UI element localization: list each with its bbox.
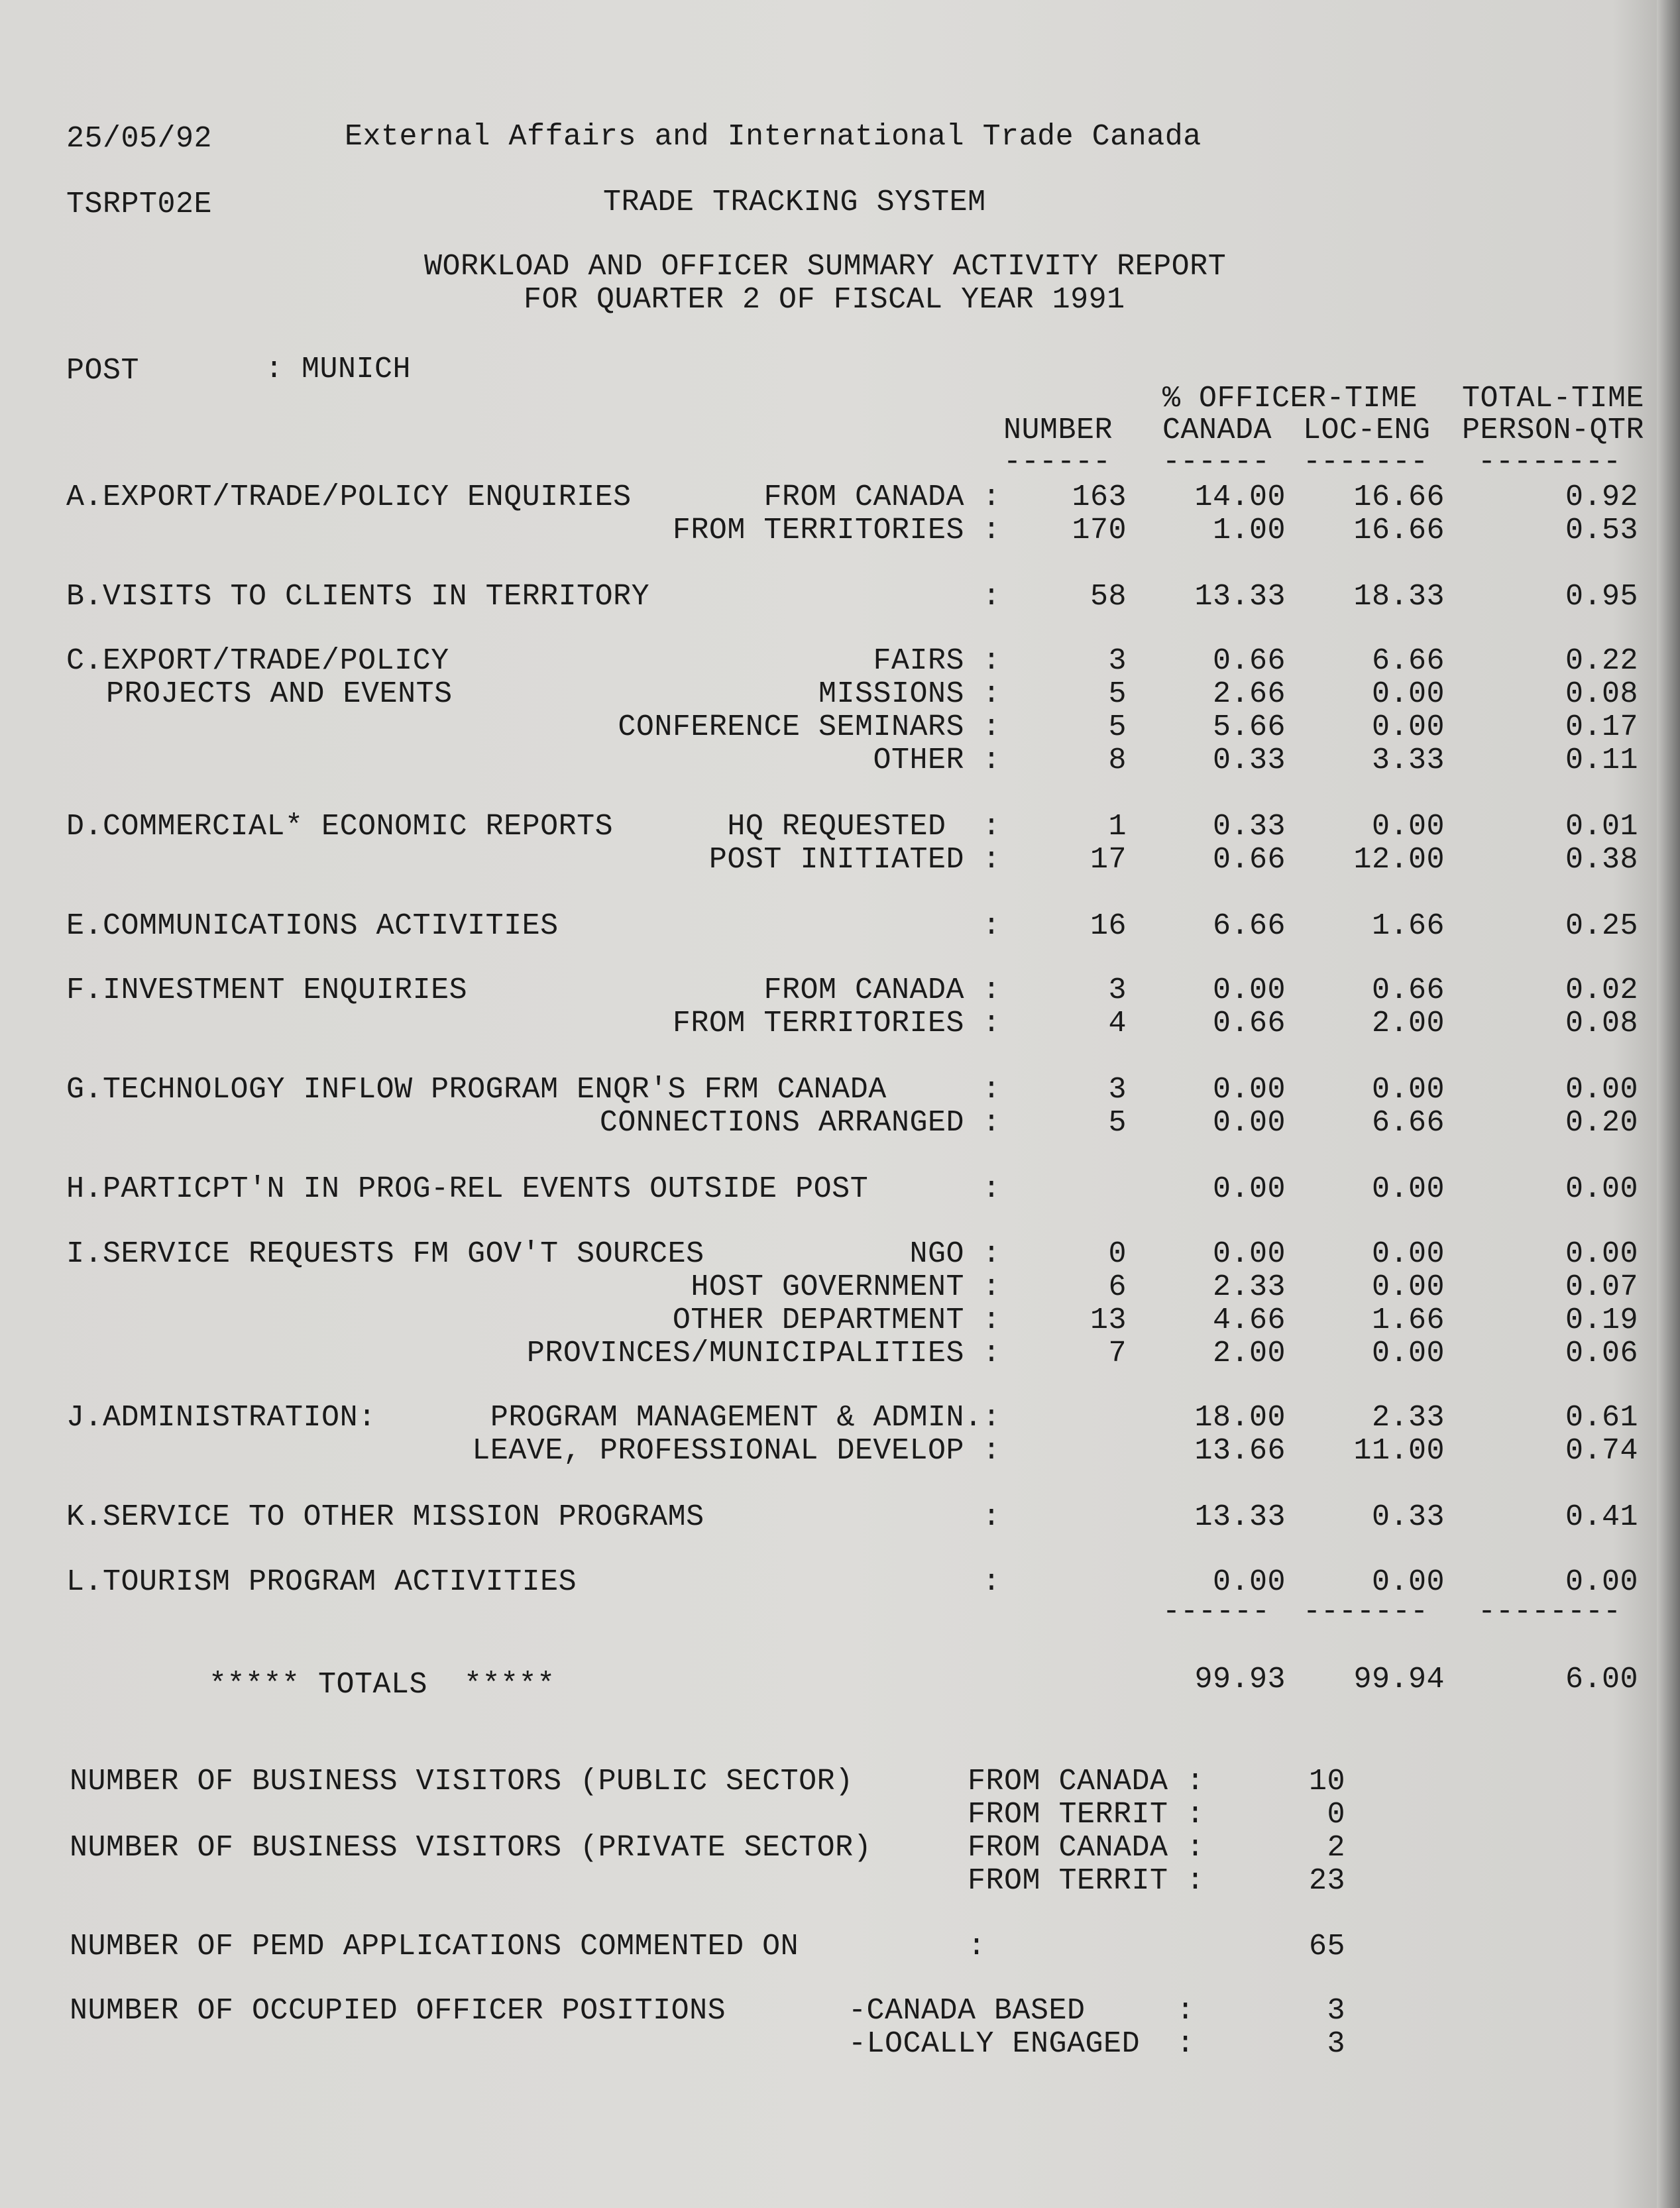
row-person-qtr: 0.95: [1565, 580, 1638, 614]
row-category: K.SERVICE TO OTHER MISSION PROGRAMS: [66, 1500, 704, 1534]
row-loc-eng-pct: 2.33: [1371, 1401, 1445, 1435]
row-category: D.COMMERCIAL* ECONOMIC REPORTS: [66, 810, 614, 844]
row-subcategory: POST INITIATED :: [708, 843, 1001, 877]
row-person-qtr: 0.53: [1565, 514, 1638, 547]
footer-label: NUMBER OF BUSINESS VISITORS (PRIVATE SECTOR): [70, 1831, 872, 1865]
row-loc-eng-pct: 12.00: [1353, 843, 1445, 877]
col-separator: ------: [1003, 445, 1111, 479]
col-number: NUMBER: [1003, 414, 1113, 447]
footer-value: 0: [1327, 1798, 1345, 1832]
page-edge-shadow: [1657, 0, 1680, 2208]
footer-label: NUMBER OF OCCUPIED OFFICER POSITIONS: [70, 1994, 726, 2028]
row-category: I.SERVICE REQUESTS FM GOV'T SOURCES: [66, 1237, 704, 1271]
row-person-qtr: 0.19: [1565, 1303, 1638, 1337]
row-canada-pct: 0.00: [1212, 973, 1286, 1007]
row-subcategory: FAIRS :: [873, 644, 1001, 678]
col-canada: CANADA: [1162, 414, 1272, 447]
col-person-qtr: PERSON-QTR: [1462, 414, 1645, 447]
row-subcategory: FROM CANADA :: [763, 973, 1001, 1007]
footer-sublabel: -CANADA BASED :: [848, 1994, 1195, 2028]
row-loc-eng-pct: 0.00: [1371, 1565, 1445, 1599]
row-loc-eng-pct: 0.00: [1371, 710, 1445, 744]
footer-value: 3: [1327, 2027, 1345, 2061]
row-category: F.INVESTMENT ENQUIRIES: [66, 973, 468, 1007]
col-separator: ------: [1162, 445, 1270, 479]
row-canada-pct: 13.66: [1194, 1434, 1286, 1468]
footer-value: 3: [1327, 1994, 1345, 2028]
row-canada-pct: 2.66: [1212, 677, 1286, 711]
footer-sublabel: -LOCALLY ENGAGED :: [848, 2027, 1195, 2061]
row-subcategory: :: [982, 1073, 1001, 1107]
row-canada-pct: 0.00: [1212, 1172, 1286, 1206]
row-subcategory: :: [982, 1172, 1001, 1206]
row-canada-pct: 13.33: [1194, 1500, 1286, 1534]
row-canada-pct: 0.66: [1212, 644, 1286, 678]
row-canada-pct: 0.33: [1212, 744, 1286, 777]
row-category: L.TOURISM PROGRAM ACTIVITIES: [66, 1565, 577, 1599]
row-loc-eng-pct: 0.66: [1371, 973, 1445, 1007]
row-canada-pct: 0.66: [1212, 843, 1286, 877]
totals-separator: --------: [1478, 1595, 1622, 1629]
post-value: : MUNICH: [265, 353, 412, 386]
row-person-qtr: 0.11: [1565, 744, 1638, 777]
row-canada-pct: 2.00: [1212, 1337, 1286, 1370]
row-person-qtr: 0.38: [1565, 843, 1638, 877]
row-loc-eng-pct: 0.00: [1371, 1172, 1445, 1206]
row-category: B.VISITS TO CLIENTS IN TERRITORY: [66, 580, 650, 614]
footer-sublabel: FROM TERRIT :: [968, 1798, 1205, 1832]
row-canada-pct: 6.66: [1212, 909, 1286, 943]
col-loc-eng: LOC-ENG: [1303, 414, 1431, 447]
footer-sublabel: FROM CANADA :: [968, 1765, 1205, 1798]
report-subtitle: FOR QUARTER 2 OF FISCAL YEAR 1991: [524, 283, 1125, 317]
row-loc-eng-pct: 0.33: [1371, 1500, 1445, 1534]
row-loc-eng-pct: 16.66: [1353, 514, 1445, 547]
row-subcategory: HQ REQUESTED :: [727, 810, 1001, 844]
row-person-qtr: 0.06: [1565, 1337, 1638, 1370]
row-person-qtr: 0.22: [1565, 644, 1638, 678]
row-category: E.COMMUNICATIONS ACTIVITIES: [66, 909, 559, 943]
row-subcategory: CONFERENCE SEMINARS :: [618, 710, 1001, 744]
row-loc-eng-pct: 0.00: [1371, 677, 1445, 711]
row-canada-pct: 13.33: [1194, 580, 1286, 614]
col-separator: --------: [1478, 445, 1622, 479]
row-person-qtr: 0.00: [1565, 1073, 1638, 1107]
row-loc-eng-pct: 18.33: [1353, 580, 1445, 614]
row-canada-pct: 0.00: [1212, 1106, 1286, 1140]
row-subcategory: FROM CANADA :: [763, 480, 1001, 514]
footer-sublabel: FROM TERRIT :: [968, 1864, 1205, 1898]
totals-person-qtr: 6.00: [1565, 1663, 1638, 1696]
report-title: WORKLOAD AND OFFICER SUMMARY ACTIVITY REPORT: [424, 250, 1227, 284]
footer-value: 10: [1308, 1765, 1345, 1798]
row-person-qtr: 0.08: [1565, 677, 1638, 711]
footer-label: NUMBER OF BUSINESS VISITORS (PUBLIC SECTOR): [70, 1765, 854, 1798]
row-loc-eng-pct: 0.00: [1371, 1270, 1445, 1304]
totals-canada: 99.93: [1194, 1663, 1286, 1696]
row-loc-eng-pct: 1.66: [1371, 1303, 1445, 1337]
row-loc-eng-pct: 0.00: [1371, 810, 1445, 844]
row-subcategory: OTHER :: [873, 744, 1001, 777]
row-number: 8: [1108, 744, 1127, 777]
row-canada-pct: 0.00: [1212, 1565, 1286, 1599]
row-loc-eng-pct: 2.00: [1371, 1007, 1445, 1040]
row-canada-pct: 5.66: [1212, 710, 1286, 744]
row-number: 5: [1108, 710, 1127, 744]
totals-loc-eng: 99.94: [1353, 1663, 1445, 1696]
row-loc-eng-pct: 1.66: [1371, 909, 1445, 943]
row-loc-eng-pct: 0.00: [1371, 1073, 1445, 1107]
row-person-qtr: 0.07: [1565, 1270, 1638, 1304]
row-number: 170: [1072, 514, 1127, 547]
row-canada-pct: 1.00: [1212, 514, 1286, 547]
row-subcategory: LEAVE, PROFESSIONAL DEVELOP :: [472, 1434, 1001, 1468]
row-loc-eng-pct: 6.66: [1371, 644, 1445, 678]
row-loc-eng-pct: 0.00: [1371, 1237, 1445, 1271]
row-number: 7: [1108, 1337, 1127, 1370]
row-person-qtr: 0.74: [1565, 1434, 1638, 1468]
row-number: 16: [1090, 909, 1127, 943]
row-subcategory: :: [982, 909, 1001, 943]
row-subcategory: PROVINCES/MUNICIPALITIES :: [526, 1337, 1001, 1370]
row-person-qtr: 0.17: [1565, 710, 1638, 744]
row-subcategory: :: [982, 1500, 1001, 1534]
report-id: TSRPT02E: [66, 188, 213, 221]
row-person-qtr: 0.01: [1565, 810, 1638, 844]
row-subcategory: MISSIONS :: [818, 677, 1001, 711]
report-date: 25/05/92: [66, 122, 213, 156]
row-number: 4: [1108, 1007, 1127, 1040]
col-separator: -------: [1303, 445, 1429, 479]
totals-separator: -------: [1303, 1595, 1429, 1629]
row-category: H.PARTICPT'N IN PROG-REL EVENTS OUTSIDE POST: [66, 1172, 869, 1206]
row-loc-eng-pct: 16.66: [1353, 480, 1445, 514]
row-person-qtr: 0.02: [1565, 973, 1638, 1007]
row-canada-pct: 0.00: [1212, 1073, 1286, 1107]
row-subcategory: NGO :: [909, 1237, 1001, 1271]
row-number: 13: [1090, 1303, 1127, 1337]
row-loc-eng-pct: 3.33: [1371, 744, 1445, 777]
row-subcategory: HOST GOVERNMENT :: [691, 1270, 1001, 1304]
row-subcategory: CONNECTIONS ARRANGED :: [599, 1106, 1001, 1140]
row-person-qtr: 0.92: [1565, 480, 1638, 514]
row-person-qtr: 0.00: [1565, 1565, 1638, 1599]
row-subcategory: :: [982, 1565, 1001, 1599]
row-loc-eng-pct: 6.66: [1371, 1106, 1445, 1140]
footer-label: NUMBER OF PEMD APPLICATIONS COMMENTED ON: [70, 1930, 799, 1963]
row-person-qtr: 0.00: [1565, 1172, 1638, 1206]
row-category: A.EXPORT/TRADE/POLICY ENQUIRIES: [66, 480, 632, 514]
row-person-qtr: 0.61: [1565, 1401, 1638, 1435]
row-person-qtr: 0.41: [1565, 1500, 1638, 1534]
row-number: 17: [1090, 843, 1127, 877]
post-label: POST: [66, 354, 140, 388]
row-subcategory: FROM TERRITORIES :: [672, 1007, 1001, 1040]
row-canada-pct: 0.00: [1212, 1237, 1286, 1271]
footer-sublabel: FROM CANADA :: [968, 1831, 1205, 1865]
row-canada-pct: 14.00: [1194, 480, 1286, 514]
row-number: 163: [1072, 480, 1127, 514]
row-number: 3: [1108, 644, 1127, 678]
footer-value: 23: [1308, 1864, 1345, 1898]
totals-label: ***** TOTALS *****: [209, 1668, 555, 1702]
row-subcategory: FROM TERRITORIES :: [672, 514, 1001, 547]
row-number: 3: [1108, 973, 1127, 1007]
footer-value: 65: [1308, 1930, 1345, 1963]
row-loc-eng-pct: 11.00: [1353, 1434, 1445, 1468]
row-person-qtr: 0.00: [1565, 1237, 1638, 1271]
row-subcategory: OTHER DEPARTMENT :: [672, 1303, 1001, 1337]
row-number: 0: [1108, 1237, 1127, 1271]
row-number: 5: [1108, 1106, 1127, 1140]
footer-value: 2: [1327, 1831, 1345, 1865]
row-number: 3: [1108, 1073, 1127, 1107]
row-number: 58: [1090, 580, 1127, 614]
row-category: G.TECHNOLOGY INFLOW PROGRAM ENQR'S FRM CANADA: [66, 1073, 887, 1107]
row-loc-eng-pct: 0.00: [1371, 1337, 1445, 1370]
col-group-officer-time: % OFFICER-TIME: [1162, 382, 1418, 415]
system-name: TRADE TRACKING SYSTEM: [603, 186, 986, 219]
footer-sublabel: :: [968, 1930, 986, 1963]
row-canada-pct: 0.33: [1212, 810, 1286, 844]
row-category: C.EXPORT/TRADE/POLICY: [66, 644, 449, 678]
row-number: 6: [1108, 1270, 1127, 1304]
col-group-total-time: TOTAL-TIME: [1462, 382, 1645, 415]
row-canada-pct: 18.00: [1194, 1401, 1286, 1435]
row-person-qtr: 0.08: [1565, 1007, 1638, 1040]
totals-separator: ------: [1162, 1595, 1270, 1629]
row-canada-pct: 2.33: [1212, 1270, 1286, 1304]
row-number: 5: [1108, 677, 1127, 711]
row-number: 1: [1108, 810, 1127, 844]
row-person-qtr: 0.20: [1565, 1106, 1638, 1140]
row-canada-pct: 0.66: [1212, 1007, 1286, 1040]
row-subcategory: :: [982, 580, 1001, 614]
row-person-qtr: 0.25: [1565, 909, 1638, 943]
row-subcategory: PROGRAM MANAGEMENT & ADMIN.:: [490, 1401, 1001, 1435]
row-canada-pct: 4.66: [1212, 1303, 1286, 1337]
department-name: External Affairs and International Trade Canada: [345, 120, 1202, 154]
row-category: PROJECTS AND EVENTS: [106, 677, 453, 711]
row-category: J.ADMINISTRATION:: [66, 1401, 376, 1435]
